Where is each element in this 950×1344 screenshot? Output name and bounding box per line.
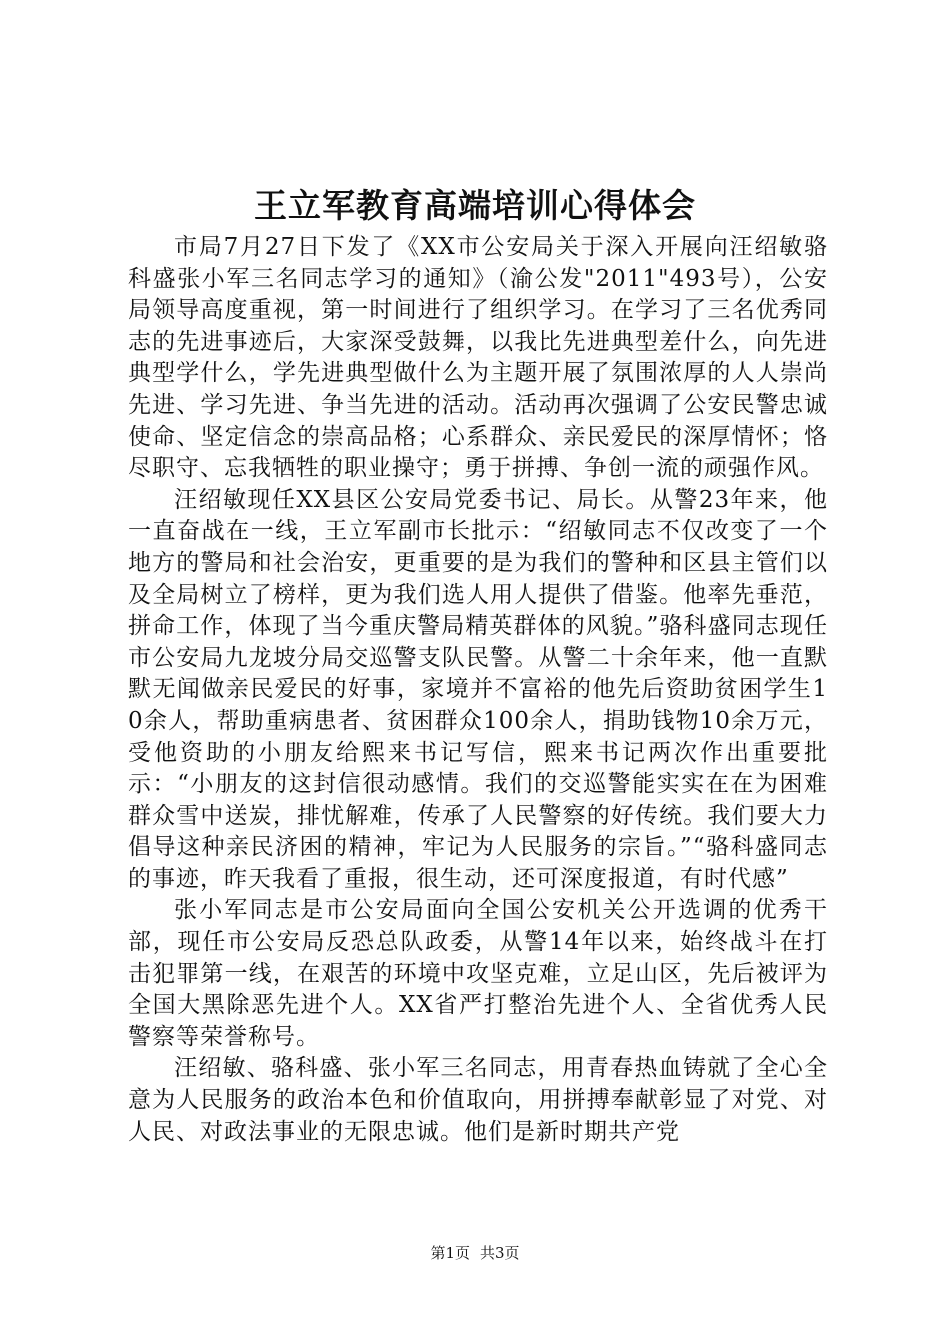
paragraph: 汪绍敏、骆科盛、张小军三名同志，用青春热血铸就了全心全意为人民服务的政治本色和价值取向，用拼搏奉献彰显了对党、对人民、对政法事业的无限忠诚。他们是新时期共产党 [128,1055,828,1145]
page-total: 共3页 [480,1244,520,1262]
page-number: 第1页 [430,1244,470,1262]
paragraph: 市局7月27日下发了《XX市公安局关于深入开展向汪绍敏骆科盛张小军三名同志学习的通知》（渝公发"2011"493号），公安局领导高度重视，第一时间进行了组织学习。在学习了三名优秀同志的先进事迹后，大家深受鼓舞，以我比先进典型差什么，向先进典型学什么，学先进典型做什么为主题开展了氛围浓厚的人人崇尚先进、学习先进、争当先进的活动。活动再次强调了公安民警忠诚使命、坚定信念的崇高品格；心系群众、亲民爱民的深厚情怀；恪尽职守、忘我牺牲的职业操守；勇于拼搏、争创一流的顽强作风。 [128,234,828,482]
document-title: 王立军教育高端培训心得体会 [254,186,696,225]
document-body [128,232,828,1148]
paragraph: 张小军同志是市公安局面向全国公安机关公开选调的优秀干部，现任市公安局反恐总队政委，从警14年以来，始终战斗在打击犯罪第一线，在艰苦的环境中攻坚克难，立足山区，先后被评为全国大黑除恶先进个人。XX省严打整治先进个人、全省优秀人民警察等荣誉称号。 [128,897,828,1050]
page-footer [0,1243,950,1263]
paragraph: 汪绍敏现任XX县区公安局党委书记、局长。从警23年来，他一直奋战在一线，王立军副市长批示：“绍敏同志不仅改变了一个地方的警局和社会治安，更重要的是为我们的警种和区县主管们以及全局树立了榜样，更为我们选人用人提供了借鉴。他率先垂范，拼命工作，体现了当今重庆警局精英群体的风貌。”骆科盛同志现任市公安局九龙坡分局交巡警支队民警。从警二十余年来，他一直默默无闻做亲民爱民的好事，家境并不富裕的他先后资助贫困学生10余人，帮助重病患者、贫困群众100余人，捐助钱物10余万元，受他资助的小朋友给熙来书记写信，熙来书记两次作出重要批示：“小朋友的这封信很动感情。我们的交巡警能实实在在为困难群众雪中送炭，排忧解难，传承了人民警察的好传统。我们要大力倡导这种亲民济困的精神，牢记为人民服务的宗旨。”“骆科盛同志的事迹，昨天我看了重报，很生动，还可深度报道，有时代感” [128,486,828,892]
